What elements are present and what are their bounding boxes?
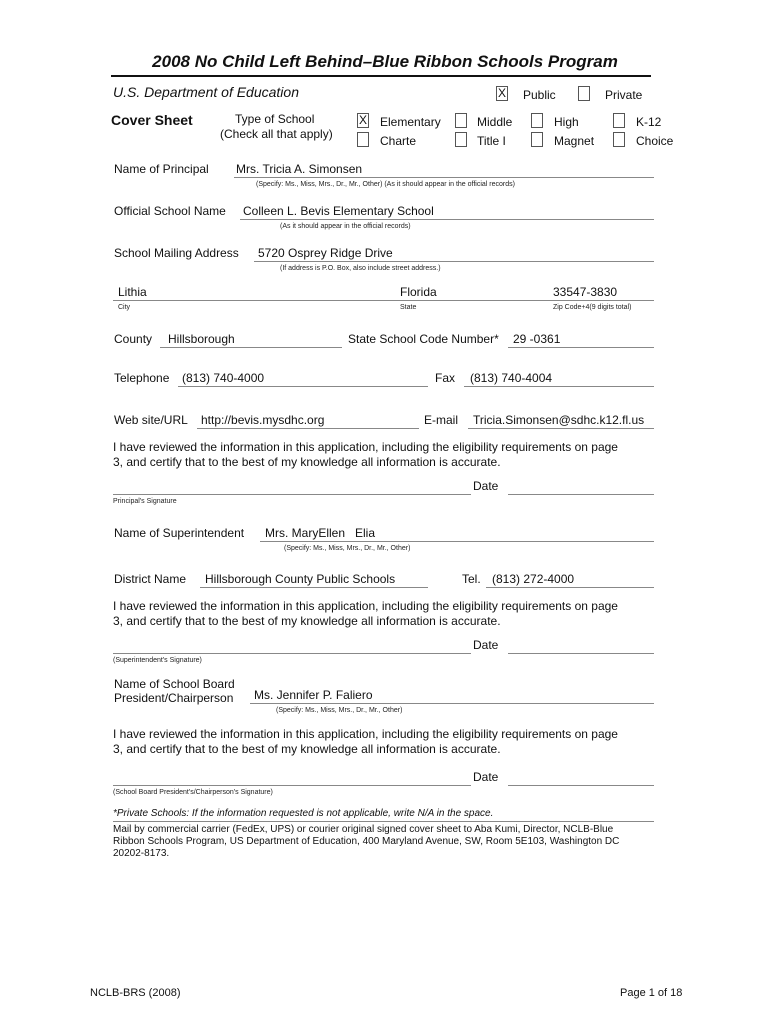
fax-label: Fax (435, 371, 456, 385)
county-label: County (114, 332, 153, 346)
superintendent-date-label: Date (473, 638, 499, 652)
superintendent-certification-line1: I have reviewed the information in this application, including the eligibility requirements on page (113, 599, 618, 613)
private-schools-note: *Private Schools: If the information requested is not applicable, write N/A in the space. (113, 808, 494, 819)
notes-rule (113, 821, 654, 822)
public-label: Public (523, 88, 556, 102)
private-label: Private (605, 88, 643, 102)
superintendent-certification (113, 599, 653, 629)
mail-instructions: Mail by commercial carrier (FedEx, UPS) or courier original signed cover sheet to Aba Kumi, Director, NCLB-Blue Ribbon Schools Program, US Department of Education, 400 Maryland Avenue, SW, Room 5E103, Washington DC 20202-8173. (113, 824, 620, 859)
private-checkbox[interactable] (578, 86, 590, 101)
cover-sheet-label: Cover Sheet (111, 112, 193, 128)
telephone-field[interactable]: (813) 740-4000 (182, 371, 265, 385)
k12-checkbox[interactable] (613, 113, 625, 128)
choice-label: Choice (636, 134, 674, 148)
superintendent-signature-caption: (Superintendent's Signature) (113, 657, 202, 664)
principal-field[interactable]: Mrs. Tricia A. Simonsen (236, 162, 363, 176)
principal-label: Name of Principal (114, 162, 209, 176)
telephone-underline (178, 386, 428, 387)
city-state-zip-underline (113, 300, 654, 301)
footer-page-number: Page 1 of 18 (620, 987, 683, 999)
board-signature-caption: (School Board President's/Chairperson's Signature) (113, 789, 273, 796)
magnet-label: Magnet (554, 134, 595, 148)
title-i-checkbox[interactable] (455, 132, 467, 147)
county-underline (160, 347, 342, 348)
superintendent-label: Name of Superintendent (114, 526, 245, 540)
school-name-hint: (As it should appear in the official records) (280, 223, 411, 230)
form-title: 2008 No Child Left Behind–Blue Ribbon Schools Program (152, 52, 618, 71)
district-label: District Name (114, 572, 187, 586)
footer-form-id: NCLB-BRS (2008) (90, 987, 181, 999)
board-certification (113, 727, 653, 757)
principal-certification-line2: 3, and certify that to the best of my knowledge all information is accurate. (113, 455, 501, 469)
address-label: School Mailing Address (114, 246, 239, 260)
choice-checkbox[interactable] (613, 132, 625, 147)
board-signature-line[interactable] (113, 785, 471, 786)
principal-date-underline (508, 494, 654, 495)
district-tel-field[interactable]: (813) 272-4000 (492, 572, 575, 586)
zip-caption: Zip Code+4(9 digits total) (553, 304, 632, 311)
school-name-field[interactable]: Colleen L. Bevis Elementary School (243, 204, 434, 218)
high-label: High (554, 115, 579, 129)
school-code-field[interactable]: 29 -0361 (513, 332, 561, 346)
school-name-underline (240, 219, 654, 220)
public-checkbox[interactable]: X (497, 86, 506, 100)
website-label: Web site/URL (114, 413, 188, 427)
school-code-underline (508, 347, 654, 348)
district-tel-label: Tel. (462, 572, 481, 586)
state-caption: State (400, 304, 417, 311)
board-hint: (Specify: Ms., Miss, Mrs., Dr., Mr., Other) (276, 707, 403, 714)
fax-underline (464, 386, 654, 387)
street-field[interactable]: 5720 Osprey Ridge Drive (258, 246, 393, 260)
board-field[interactable]: Ms. Jennifer P. Faliero (254, 688, 373, 702)
district-underline (200, 587, 428, 588)
website-underline (197, 428, 419, 429)
email-field[interactable]: Tricia.Simonsen@sdhc.k12.fl.us (473, 413, 645, 427)
type-of-school-label: Type of School (235, 112, 315, 126)
superintendent-certification-line2: 3, and certify that to the best of my knowledge all information is accurate. (113, 614, 501, 628)
street-underline (254, 261, 654, 262)
board-date-underline (508, 785, 654, 786)
principal-underline (234, 177, 654, 178)
fax-field[interactable]: (813) 740-4004 (470, 371, 553, 385)
superintendent-hint: (Specify: Ms., Miss, Mrs., Dr., Mr., Other) (284, 545, 411, 552)
title-rule (111, 75, 651, 77)
principal-signature-line[interactable] (113, 494, 471, 495)
charter-checkbox[interactable] (357, 132, 369, 147)
principal-date-label: Date (473, 479, 499, 493)
principal-certification-line1: I have reviewed the information in this application, including the eligibility requirements on page (113, 440, 618, 454)
school-code-label: State School Code Number* (348, 332, 499, 346)
board-underline (250, 703, 654, 704)
address-hint: (If address is P.O. Box, also include street address.) (280, 265, 441, 272)
superintendent-field[interactable]: Mrs. MaryEllen Elia (265, 526, 376, 540)
district-tel-underline (486, 587, 654, 588)
zip-field[interactable]: 33547-3830 (553, 285, 618, 299)
state-field[interactable]: Florida (400, 285, 437, 299)
telephone-label: Telephone (114, 371, 170, 385)
board-certification-line2: 3, and certify that to the best of my knowledge all information is accurate. (113, 742, 501, 756)
board-date-label: Date (473, 770, 499, 784)
title-i-label: Title I (477, 134, 506, 148)
superintendent-date-underline (508, 653, 654, 654)
middle-label: Middle (477, 115, 513, 129)
elementary-label: Elementary (380, 115, 441, 129)
superintendent-signature-line[interactable] (113, 653, 471, 654)
magnet-checkbox[interactable] (531, 132, 543, 147)
email-underline (468, 428, 654, 429)
principal-certification (113, 440, 653, 470)
board-label-line2: President/Chairperson (114, 691, 234, 705)
website-field[interactable]: http://bevis.mysdhc.org (201, 413, 325, 427)
elementary-checkbox[interactable]: X (358, 113, 367, 127)
board-certification-line1: I have reviewed the information in this application, including the eligibility requirements on page (113, 727, 618, 741)
charter-label: Charte (380, 134, 417, 148)
school-name-label: Official School Name (114, 204, 226, 218)
high-checkbox[interactable] (531, 113, 543, 128)
city-field[interactable]: Lithia (118, 285, 147, 299)
county-field[interactable]: Hillsborough (168, 332, 235, 346)
k12-label: K-12 (636, 115, 662, 129)
email-label: E-mail (424, 413, 459, 427)
superintendent-underline (260, 541, 654, 542)
board-label-line1: Name of School Board (114, 677, 235, 691)
department-label: U.S. Department of Education (113, 84, 299, 100)
middle-checkbox[interactable] (455, 113, 467, 128)
principal-signature-caption: Principal's Signature (113, 498, 177, 505)
city-caption: City (118, 304, 131, 311)
type-of-school-sublabel: (Check all that apply) (220, 127, 333, 141)
district-field[interactable]: Hillsborough County Public Schools (205, 572, 396, 586)
principal-hint: (Specify: Ms., Miss, Mrs., Dr., Mr., Other) (As it should appear in the official records) (256, 181, 515, 188)
